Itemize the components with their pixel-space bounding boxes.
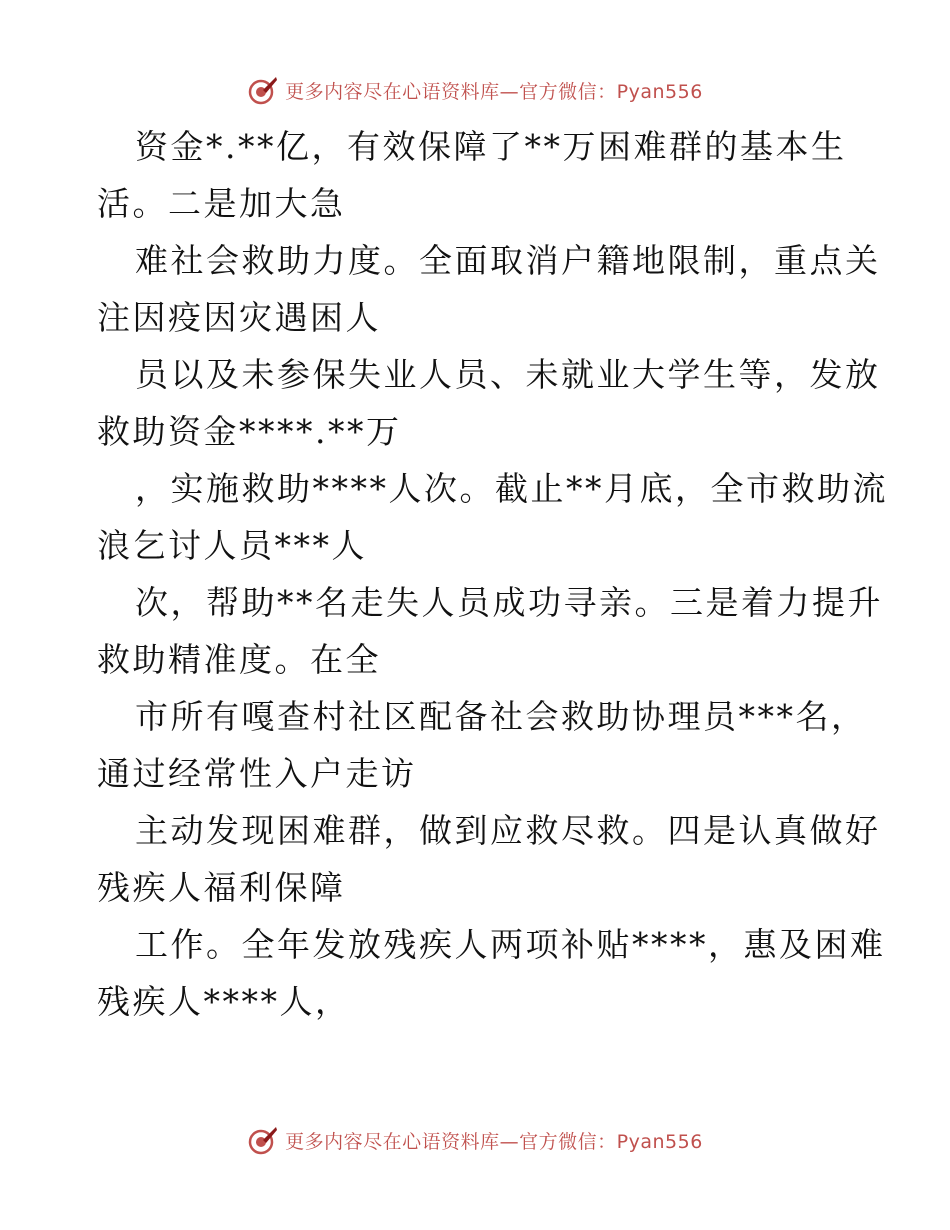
watermark-text: 更多内容尽在心语资料库—官方微信：Pyan556	[285, 80, 703, 103]
line-indented: 难社会救助力度。全面取消户籍地限制，重点关	[135, 241, 881, 280]
line-wrap: 救助资金****.**万	[97, 412, 402, 451]
line-indented: 员以及未参保失业人员、未就业大学生等，发放	[135, 355, 881, 394]
paragraph-line	[97, 346, 881, 460]
line-indented: 次，帮助**名走失人员成功寻亲。三是着力提升	[135, 583, 883, 622]
line-wrap: 浪乞讨人员***人	[97, 526, 367, 565]
header-watermark	[0, 70, 950, 110]
line-wrap: 救助精准度。在全	[97, 640, 381, 679]
paragraph-line	[97, 460, 888, 574]
document-body	[97, 118, 888, 1030]
paragraph-line	[97, 118, 857, 232]
line-wrap: 注因疫因灾遇困人	[97, 298, 381, 337]
quill-seal-icon	[247, 74, 279, 106]
watermark-text: 更多内容尽在心语资料库—官方微信：Pyan556	[285, 1130, 703, 1153]
paragraph-line	[97, 916, 886, 1030]
paragraph-line	[97, 802, 881, 916]
line-wrap: 活。二是加大急	[97, 184, 346, 223]
line-wrap: 残疾人福利保障	[97, 868, 346, 907]
paragraph-line	[97, 574, 883, 688]
line-indented: 工作。全年发放残疾人两项补贴****，惠及困难	[135, 925, 886, 964]
line-indented: ，实施救助****人次。截止**月底，全市救助流	[135, 469, 888, 508]
paragraph-line	[97, 232, 881, 346]
quill-seal-icon	[247, 1124, 279, 1156]
line-wrap: 通过经常性入户走访	[97, 754, 417, 793]
line-indented: 主动发现困难群，做到应救尽救。四是认真做好	[135, 811, 881, 850]
line-indented: 市所有嘎查村社区配备社会救助协理员***名，	[135, 697, 867, 736]
line-indented: 资金*.**亿，有效保障了**万困难群的基本生	[135, 127, 847, 166]
line-wrap: 残疾人****人，	[97, 982, 351, 1021]
paragraph-line	[97, 688, 867, 802]
footer-watermark	[0, 1120, 950, 1160]
